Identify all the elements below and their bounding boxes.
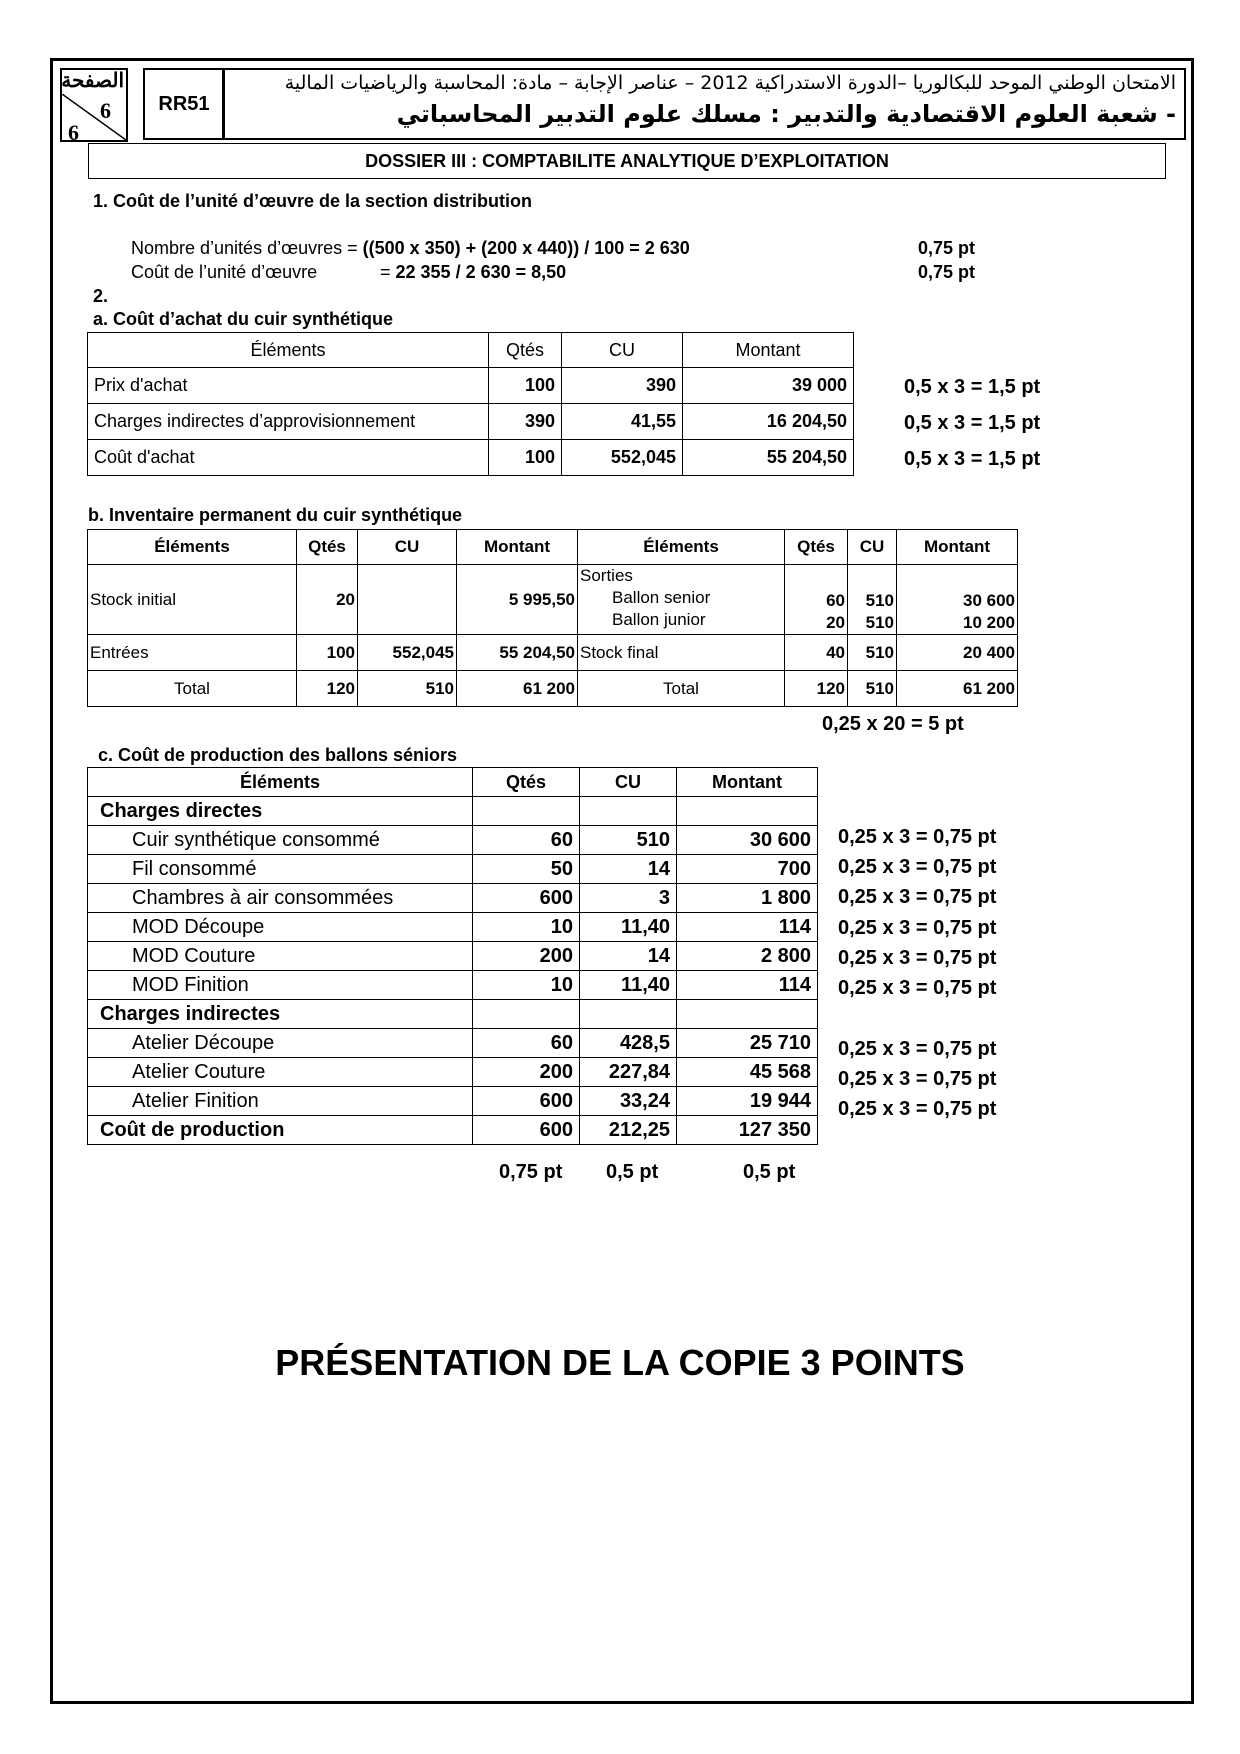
ballon-junior-label: Ballon junior [612, 610, 706, 629]
inventaire-points: 0,25 x 20 = 5 pt [822, 713, 964, 735]
sorties-label: Sorties [580, 566, 633, 585]
header-qtes-right: Qtés [785, 530, 848, 565]
total-right-qte: 120 [785, 671, 848, 707]
row-qte: 60 [473, 1029, 580, 1058]
row-points: 0,25 x 3 = 0,75 pt [838, 856, 997, 878]
table-row [88, 565, 1018, 635]
row-montant: 45 568 [677, 1058, 818, 1087]
exam-title-box [222, 68, 1186, 140]
row-montant: 2 800 [677, 942, 818, 971]
table-row [88, 440, 854, 476]
line2-value: 22 355 / 2 630 = 8,50 [395, 262, 567, 282]
total-qte: 600 [473, 1116, 580, 1145]
header-elements-right: Éléments [578, 530, 785, 565]
header-cu: CU [580, 768, 677, 797]
total-right-cu: 510 [848, 671, 897, 707]
row-label: Atelier Découpe [88, 1029, 473, 1058]
sorties-montants [897, 565, 1018, 635]
ballon-senior-label: Ballon senior [612, 588, 711, 607]
stock-initial-cu [358, 565, 457, 635]
ballon-junior-cu: 510 [865, 613, 894, 632]
header-cu-right: CU [848, 530, 897, 565]
row-montant: 114 [677, 971, 818, 1000]
sorties-qtes [785, 565, 848, 635]
page-current: 6 [100, 98, 111, 123]
row-qte: 60 [473, 826, 580, 855]
line1-value: ((500 x 350) + (200 x 440)) / 100 = 2 630 [362, 238, 690, 258]
row-cu: 14 [580, 942, 677, 971]
section2b-title: b. Inventaire permanent du cuir synthétique [88, 505, 463, 525]
ballon-senior-cu: 510 [865, 591, 894, 610]
table-row [88, 1087, 818, 1116]
row-label: Cuir synthétique consommé [88, 826, 473, 855]
header-montant: Montant [677, 768, 818, 797]
row-cu: 41,55 [562, 404, 683, 440]
header-qtes-left: Qtés [297, 530, 358, 565]
row-qte: 200 [473, 942, 580, 971]
header-cu-left: CU [358, 530, 457, 565]
header-elements-left: Éléments [88, 530, 297, 565]
entrees-qte: 100 [297, 635, 358, 671]
dossier-title: DOSSIER III : COMPTABILITE ANALYTIQUE D’EXPLOITATION [88, 143, 1166, 179]
cu-points: 0,5 pt [606, 1161, 659, 1183]
row-montant: 19 944 [677, 1087, 818, 1116]
row-label: MOD Couture [88, 942, 473, 971]
stock-initial-label: Stock initial [88, 565, 297, 635]
exam-title-line1: الامتحان الوطني الموحد للبكالوريا –الدورة الاستدراكية 2012 – عناصر الإجابة – مادة: المحاسبة والرياضيات المالية [284, 72, 1176, 94]
total-label: Coût de production [88, 1116, 473, 1145]
group-label: Charges directes [88, 797, 473, 826]
header-cu: CU [562, 333, 683, 368]
row-cu: 510 [580, 826, 677, 855]
stock-final-montant: 20 400 [897, 635, 1018, 671]
row-montant: 114 [677, 913, 818, 942]
row-montant: 16 204,50 [683, 404, 854, 440]
row-montant: 1 800 [677, 884, 818, 913]
line2-eq: = [380, 262, 396, 282]
sorties-cus [848, 565, 897, 635]
row-label: Prix d'achat [88, 368, 489, 404]
section1-title: 1. Coût de l’unité d’œuvre de la section distribution [93, 191, 533, 211]
row-label: Coût d'achat [88, 440, 489, 476]
row-qte: 200 [473, 1058, 580, 1087]
table-header-row [88, 768, 818, 797]
ballon-junior-qte: 20 [826, 613, 845, 632]
row-cu: 390 [562, 368, 683, 404]
section1-line2 [131, 262, 317, 283]
header-montant-right: Montant [897, 530, 1018, 565]
row-label: Charges indirectes d’approvisionnement [88, 404, 489, 440]
row-label: Chambres à air consommées [88, 884, 473, 913]
table-row [88, 404, 854, 440]
row-points: 0,25 x 3 = 0,75 pt [838, 977, 997, 999]
montant-points: 0,5 pt [743, 1161, 796, 1183]
row-points: 0,25 x 3 = 0,75 pt [838, 1098, 997, 1120]
exam-code: RR51 [143, 68, 225, 140]
total-cu: 212,25 [580, 1116, 677, 1145]
row-label: MOD Finition [88, 971, 473, 1000]
row-points: 0,5 x 3 = 1,5 pt [904, 448, 1041, 470]
header-qtes: Qtés [473, 768, 580, 797]
ballon-junior-montant: 10 200 [963, 613, 1015, 632]
row-montant: 25 710 [677, 1029, 818, 1058]
header-montant-left: Montant [457, 530, 578, 565]
inventaire-table [87, 529, 1018, 707]
row-montant: 39 000 [683, 368, 854, 404]
stock-final-cu: 510 [848, 635, 897, 671]
total-montant: 127 350 [677, 1116, 818, 1145]
row-montant: 30 600 [677, 826, 818, 855]
total-left-qte: 120 [297, 671, 358, 707]
table-row [88, 1058, 818, 1087]
header-elements: Éléments [88, 768, 473, 797]
cout-production-table [87, 767, 818, 1145]
ballon-senior-montant: 30 600 [963, 591, 1015, 610]
section2a-title: a. Coût d’achat du cuir synthétique [93, 309, 394, 329]
table-row [88, 942, 818, 971]
row-points: 0,25 x 3 = 0,75 pt [838, 947, 997, 969]
table-row [88, 855, 818, 884]
table-row [88, 971, 818, 1000]
table-row [88, 368, 854, 404]
table-header-row [88, 530, 1018, 565]
exam-title-line2: - شعبة العلوم الاقتصادية والتدبير : مسلك علوم التدبير المحاسباتي [396, 100, 1176, 128]
row-qte: 10 [473, 971, 580, 1000]
row-points: 0,25 x 3 = 0,75 pt [838, 917, 997, 939]
sorties-cell [578, 565, 785, 635]
row-qte: 50 [473, 855, 580, 884]
header-qtes: Qtés [489, 333, 562, 368]
total-left-cu: 510 [358, 671, 457, 707]
row-cu: 11,40 [580, 971, 677, 1000]
section2-number: 2. [93, 286, 109, 306]
line1-label: Nombre d’unités d’œuvres = [131, 238, 363, 258]
table-row [88, 884, 818, 913]
table-row [88, 826, 818, 855]
page-total: 6 [68, 120, 79, 145]
row-label: MOD Découpe [88, 913, 473, 942]
row-cu: 428,5 [580, 1029, 677, 1058]
table-row [88, 913, 818, 942]
table-header-row [88, 333, 854, 368]
row-points: 0,25 x 3 = 0,75 pt [838, 886, 997, 908]
row-qte: 100 [489, 368, 562, 404]
row-montant: 700 [677, 855, 818, 884]
qte-points: 0,75 pt [499, 1161, 563, 1183]
row-points: 0,5 x 3 = 1,5 pt [904, 412, 1041, 434]
stock-final-label: Stock final [578, 635, 785, 671]
page-label: الصفحة [61, 70, 124, 92]
section2c-title: c. Coût de production des ballons séniors [98, 745, 458, 765]
group-label: Charges indirectes [88, 1000, 473, 1029]
total-left-label: Total [88, 671, 297, 707]
table-row [88, 635, 1018, 671]
row-points: 0,25 x 3 = 0,75 pt [838, 826, 997, 848]
section1-line1 [131, 238, 690, 259]
stock-final-qte: 40 [785, 635, 848, 671]
row-cu: 14 [580, 855, 677, 884]
row-qte: 600 [473, 1087, 580, 1116]
row-points: 0,5 x 3 = 1,5 pt [904, 376, 1041, 398]
entrees-cu: 552,045 [358, 635, 457, 671]
row-cu: 33,24 [580, 1087, 677, 1116]
entrees-montant: 55 204,50 [457, 635, 578, 671]
entrees-label: Entrées [88, 635, 297, 671]
total-row [88, 1116, 818, 1145]
stock-initial-qte: 20 [297, 565, 358, 635]
page-number-box [60, 68, 128, 145]
row-points: 0,25 x 3 = 0,75 pt [838, 1038, 997, 1060]
header-elements: Éléments [88, 333, 489, 368]
row-montant: 55 204,50 [683, 440, 854, 476]
row-cu: 11,40 [580, 913, 677, 942]
header-montant: Montant [683, 333, 854, 368]
row-qte: 100 [489, 440, 562, 476]
row-qte: 10 [473, 913, 580, 942]
stock-initial-montant: 5 995,50 [457, 565, 578, 635]
total-left-montant: 61 200 [457, 671, 578, 707]
line2-points: 0,75 pt [918, 262, 976, 282]
section1-line2-value [380, 262, 566, 283]
line2-label: Coût de l’unité d’œuvre [131, 262, 318, 282]
presentation-title: PRÉSENTATION DE LA COPIE 3 POINTS [275, 1342, 965, 1383]
row-points: 0,25 x 3 = 0,75 pt [838, 1068, 997, 1090]
table-row [88, 1029, 818, 1058]
ballon-senior-qte: 60 [826, 591, 845, 610]
line1-points: 0,75 pt [918, 238, 976, 258]
group-row-indirect [88, 1000, 818, 1029]
row-label: Atelier Finition [88, 1087, 473, 1116]
total-right-label: Total [578, 671, 785, 707]
row-label: Fil consommé [88, 855, 473, 884]
row-qte: 600 [473, 884, 580, 913]
row-cu: 227,84 [580, 1058, 677, 1087]
row-cu: 552,045 [562, 440, 683, 476]
total-right-montant: 61 200 [897, 671, 1018, 707]
table-row [88, 671, 1018, 707]
group-row-direct [88, 797, 818, 826]
cout-achat-table [87, 332, 854, 476]
row-cu: 3 [580, 884, 677, 913]
row-label: Atelier Couture [88, 1058, 473, 1087]
row-qte: 390 [489, 404, 562, 440]
